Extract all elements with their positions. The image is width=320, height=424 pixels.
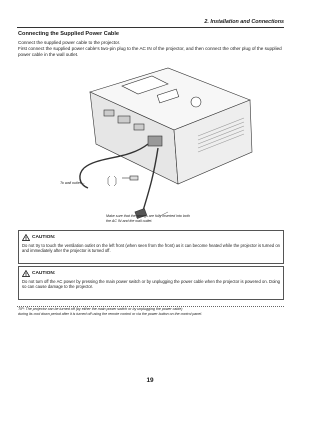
wall-outlet-illustration xyxy=(108,176,116,186)
callout-prongs xyxy=(106,214,206,223)
intro-line-2: First connect the supplied power cable’s two-pin plug to the AC IN of the projector, and then connect the other plug of the supplied power cable in the wall outlet. xyxy=(18,45,282,57)
intro-line-1: Connect the supplied power cable to the projector. xyxy=(18,39,121,45)
caution-label: CAUTION: xyxy=(32,234,56,240)
caution-header xyxy=(22,234,280,241)
warning-icon xyxy=(22,234,30,241)
tip-note xyxy=(18,307,288,317)
callout-prongs-line-2: the AC IN and the wall outlet. xyxy=(106,218,153,223)
callout-prongs-line-1: Make sure that the prongs are fully inserted into both xyxy=(106,214,190,218)
power-cable-connection-illustration xyxy=(18,64,288,224)
chapter-title: 2. Installation and Connections xyxy=(204,19,284,25)
page-number: 19 xyxy=(146,377,154,384)
plug-illustration xyxy=(122,176,147,219)
caution-box-ac-power xyxy=(18,266,284,300)
caution-text: Do not try to touch the ventilation outlet on the left front (when seen from the front) as it can become heated while the projector is turned on and immediately after the projector is turned off. xyxy=(22,242,280,254)
header-rule xyxy=(17,27,284,28)
section-title: Connecting the Supplied Power Cable xyxy=(18,31,120,37)
projector-illustration xyxy=(90,68,252,184)
caution-text: Do not turn off the AC power by pressing the main power switch or by unplugging the power cable when the projector is powered on. Doing so can cause damage to the projector. xyxy=(22,278,280,290)
callout-wall-outlet: To wall outlet ← xyxy=(60,181,86,185)
caution-header xyxy=(22,270,280,277)
warning-icon xyxy=(22,270,30,277)
caution-box-ventilation xyxy=(18,230,284,264)
caution-label: CAUTION: xyxy=(32,270,56,276)
tip-line-2: during its cool down period after it is turned off using the remote control or via the power button on the control panel. xyxy=(18,311,203,316)
section-intro xyxy=(18,40,288,58)
tip-line-1: TIP: The projector can be turned off (by either the main power switch or by unplugging the power cable) xyxy=(18,307,183,311)
